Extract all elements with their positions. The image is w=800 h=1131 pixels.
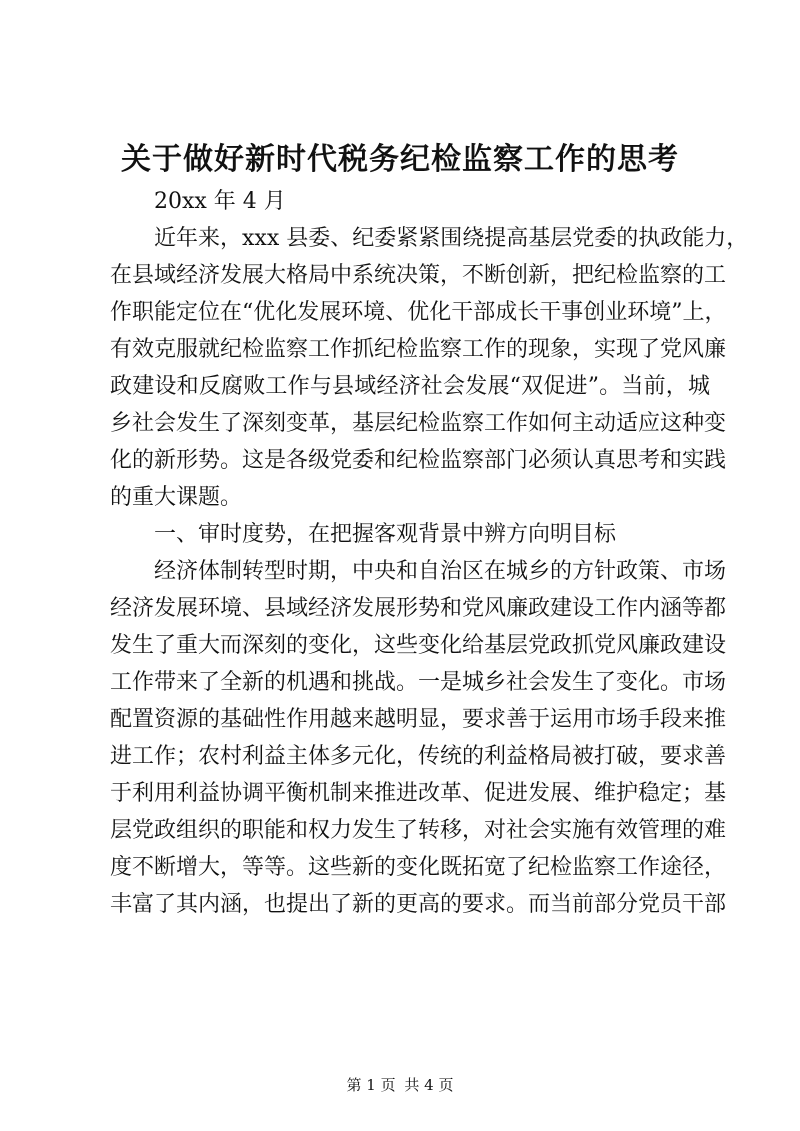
text-line: 发生了重大而深刻的变化，这些变化给基层党政抓党风廉政建设 [110,633,727,658]
text-line: 近年来，xxx 县委、纪委紧紧围绕提高基层党委的执政能力， [154,226,749,251]
text-line: 的重大课题。 [110,485,243,510]
text-line: 经济体制转型时期，中央和自治区在城乡的方针政策、市场 [154,559,727,584]
document-title: 关于做好新时代税务纪检监察工作的思考 [121,142,679,177]
text-line: 化的新形势。这是各级党委和纪检监察部门必须认真思考和实践 [110,448,727,473]
page-total: 共 4 页 [404,1076,454,1094]
text-line: 一、审时度势，在把握客观背景中辨方向明目标 [154,522,617,547]
text-line: 配置资源的基础性作用越来越明显，要求善于运用市场手段来推 [110,707,727,732]
text-line: 政建设和反腐败工作与县域经济社会发展“双促进”。当前，城 [110,374,710,399]
paragraph [110,553,727,923]
text-line: 度不断增大，等等。这些新的变化既拓宽了纪检监察工作途径， [110,855,727,880]
text-line: 进工作；农村利益主体多元化，传统的利益格局被打破，要求善 [110,744,727,769]
text-line: 在县域经济发展大格局中系统决策，不断创新，把纪检监察的工 [110,263,727,288]
section-heading [110,516,710,553]
text-line: 经济发展环境、县域经济发展形势和党风廉政建设工作内涵等都 [110,596,727,621]
document-date: 20xx 年 4 月 [154,189,286,214]
text-line: 有效克服就纪检监察工作抓纪检监察工作的现象，实现了党风廉 [110,337,727,362]
page-number: 第 1 页 [346,1076,396,1094]
text-line: 工作带来了全新的机遇和挑战。一是城乡社会发生了变化。市场 [110,670,727,695]
text-line: 层党政组织的职能和权力发生了转移，对社会实施有效管理的难 [110,818,727,843]
paragraph [110,220,749,516]
text-line: 丰富了其内涵，也提出了新的更高的要求。而当前部分党员干部 [110,892,727,917]
document-body [110,183,749,923]
text-line: 乡社会发生了深刻变革，基层纪检监察工作如何主动适应这种变 [110,411,727,436]
text-line: 作职能定位在“优化发展环境、优化干部成长干事创业环境”上， [110,300,727,325]
page-footer [0,1075,800,1095]
text-line: 于利用利益协调平衡机制来推进改革、促进发展、维护稳定；基 [110,781,727,806]
